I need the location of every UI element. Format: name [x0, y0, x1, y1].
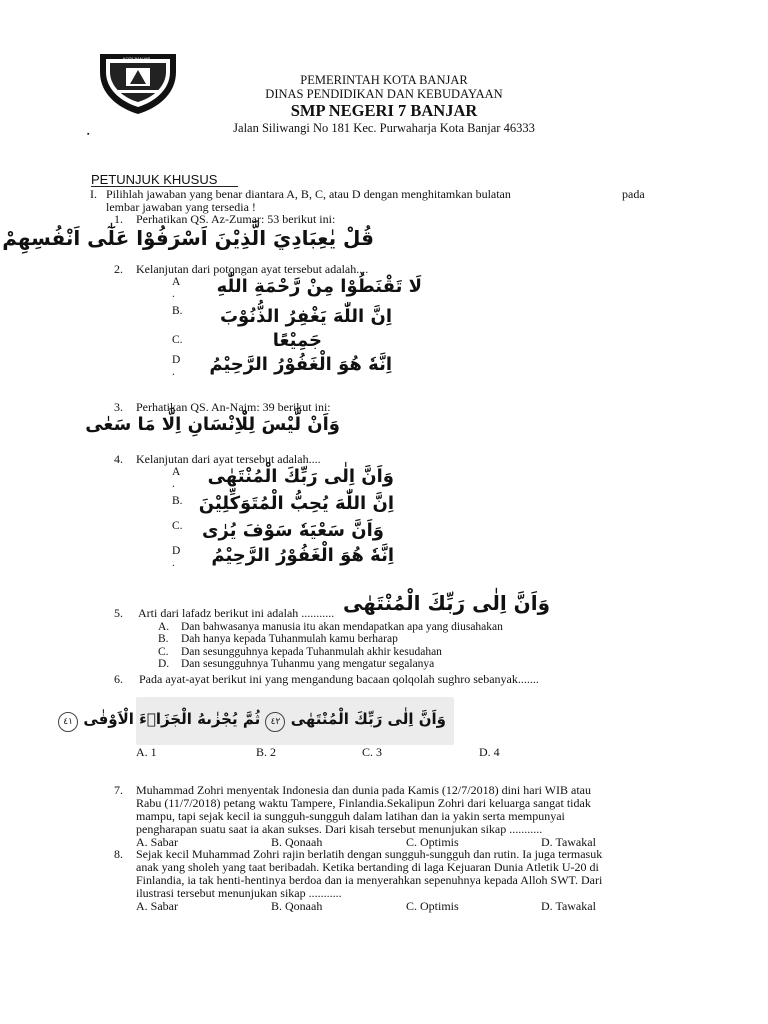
option-label: A	[172, 466, 181, 478]
option-text: Dan sesungguhnya Tuhanmu yang mengatur segalanya	[181, 658, 435, 670]
option-label: C.	[172, 334, 183, 346]
option-arabic: جَمِيْعًا	[272, 330, 322, 351]
instruction-line-1-end: pada	[622, 187, 645, 201]
option-arabic: اِنَّ اللّٰهَ يَغْفِرُ الذُّنُوْبَ	[219, 306, 392, 327]
verse-line	[58, 710, 446, 732]
question-number: 7.	[114, 783, 123, 797]
question-number: 8.	[114, 847, 123, 861]
section-title: PETUNJUK KHUSUS	[91, 172, 218, 187]
question-number: 2.	[114, 262, 123, 276]
question-number: 4.	[114, 452, 123, 466]
question-2-text: Kelanjutan dari potongan ayat tersebut adalah....	[136, 262, 369, 276]
question-number: 3.	[114, 400, 123, 414]
option-arabic: وَاَنَّ اِلٰى رَبِّكَ الْمُنْتَهٰى	[207, 466, 394, 487]
option-arabic: اِنَّ اللّٰهَ يُحِبُّ الْمُتَوَكِّلِيْنَ	[198, 493, 394, 514]
question-1-arabic: قُلْ يٰعِبَادِيَ الَّذِيْنَ اَسْرَفُوْا عَلٰٓى اَنْفُسِهِمْ	[2, 226, 374, 250]
option-text: A. Sabar	[136, 899, 178, 913]
logo-text: KOTA BANJAR	[123, 56, 151, 61]
option-arabic: اِنَّهٗ هُوَ الْغَفُوْرُ الرَّحِيْمُ	[209, 354, 392, 375]
option-text: C. Optimis	[406, 899, 459, 913]
instruction-roman: I.	[90, 187, 97, 201]
option-text: D. Tawakal	[541, 835, 596, 849]
option-text: D. 4	[479, 745, 500, 759]
question-3-text: Perhatikan QS. An-Najm: 39 berikut ini:	[136, 400, 331, 414]
question-7-line: mampu, tapi sejak kecil ia sungguh-sungguh dalam latihan dan ia yakin serta mempunyai	[136, 809, 565, 823]
verse-1-arabic: وَاَنَّ اِلٰى رَبِّكَ الْمُنْتَهٰى	[290, 710, 446, 728]
question-6-text: Pada ayat-ayat berikut ini yang mengandung bacaan qolqolah sughro sebanyak.......	[139, 672, 539, 686]
question-7-line: Rabu (11/7/2018) petang waktu Tampere, Finlandia.Sekalipun Zohri dari keluarga sangat tidak	[136, 796, 591, 810]
question-7-line: pengharapan suatu saat ia akan sukses. Dari kisah tersebut menunjukan sikap ...........	[136, 822, 543, 836]
question-7-line: Muhammad Zohri menyentak Indonesia dan dunia pada Kamis (12/7/2018) dini hari WIB atau	[136, 783, 591, 797]
school-name: SMP NEGERI 7 BANJAR	[290, 101, 478, 120]
verse-2-arabic: ثُمَّ يُجْزٰىهُ الْجَزَاۤءَ الْاَوْفٰى	[83, 710, 261, 728]
option-text: Dah hanya kepada Tuhanmulah kamu berharap	[181, 633, 398, 645]
option-label: D	[172, 354, 181, 366]
option-label: B.	[158, 633, 169, 645]
option-label: D	[172, 545, 181, 557]
option-label: A	[172, 276, 181, 288]
question-8-line: ilustrasi tersebut menunjukan sikap ...........	[136, 886, 342, 900]
question-3-arabic: وَاَنْ لَّيْسَ لِلْاِنْسَانِ اِلَّا مَا سَعٰى	[85, 414, 340, 435]
question-number: 1.	[114, 212, 123, 226]
option-text: B. Qonaah	[271, 835, 323, 849]
school-logo	[96, 50, 180, 116]
quran-verse-image	[63, 697, 454, 745]
instruction-line-2: lembar jawaban yang tersedia !	[106, 200, 256, 214]
option-arabic: اِنَّهٗ هُوَ الْغَفُوْرُ الرَّحِيْمُ	[211, 545, 394, 566]
option-dot: .	[172, 366, 175, 378]
question-8-line: Finlandia, ia tak henti-hentinya berdoa dan ia menyerahkan sepenuhnya kepada Alloh SWT. Dari	[136, 873, 603, 887]
option-text: B. Qonaah	[271, 899, 323, 913]
option-text: Dan sesungguhnya kepada Tuhanmulah akhir kesudahan	[181, 646, 442, 658]
instruction-line-1: Pilihlah jawaban yang benar diantara A, B, C, atau D dengan menghitamkan bulatan	[106, 187, 511, 201]
option-dot: .	[172, 478, 175, 490]
option-label: B.	[172, 305, 183, 317]
header-line-2: DINAS PENDIDIKAN DAN KEBUDAYAAN	[265, 87, 503, 101]
option-text: C. 3	[362, 745, 383, 759]
option-dot: .	[172, 288, 175, 300]
option-text: C. Optimis	[406, 835, 459, 849]
option-arabic: لَا تَقْنَطُوْا مِنْ رَّحْمَةِ اللّٰهِ	[216, 276, 422, 297]
question-5-text: Arti dari lafadz berikut ini adalah ...........	[138, 606, 335, 620]
question-number: 6.	[114, 672, 123, 686]
option-label: D.	[158, 658, 170, 670]
option-arabic: وَاَنَّ سَعْيَهٗ سَوْفَ يُرٰى	[202, 520, 384, 541]
option-text: Dan bahwasanya manusia itu akan mendapatkan apa yang diusahakan	[181, 621, 503, 633]
school-address: Jalan Siliwangi No 181 Kec. Purwaharja Kota Banjar 46333	[233, 121, 535, 135]
option-dot: .	[172, 557, 175, 569]
verse-badge: ٤١	[58, 712, 78, 732]
verse-badge: ٤٢	[265, 712, 285, 732]
question-8-line: Sejak kecil Muhammad Zohri rajin berlatih dengan sungguh-sungguh dan rutin. Ia juga termasuk	[136, 847, 603, 861]
option-label: C.	[158, 646, 169, 658]
option-label: B.	[172, 495, 183, 507]
question-5-arabic: وَاَنَّ اِلٰى رَبِّكَ الْمُنْتَهٰى	[342, 591, 550, 615]
option-text: D. Tawakal	[541, 899, 596, 913]
question-4-text: Kelanjutan dari ayat tersebut adalah....	[136, 452, 321, 466]
option-text: A. Sabar	[136, 835, 178, 849]
option-label: C.	[172, 520, 183, 532]
bullet-mark: ▪	[87, 131, 90, 138]
question-8-line: anak yang sholeh yang taat beribadah. Ketika bertanding di laga Kejuaran Dunia Atletik U-20 di	[136, 860, 599, 874]
option-label: A.	[158, 621, 170, 633]
question-1-text: Perhatikan QS. Az-Zumar: 53 berikut ini:	[136, 212, 336, 226]
question-number: 5.	[114, 606, 123, 620]
header-line-1: PEMERINTAH KOTA BANJAR	[300, 73, 468, 87]
option-text: A. 1	[136, 745, 157, 759]
option-text: B. 2	[256, 745, 277, 759]
